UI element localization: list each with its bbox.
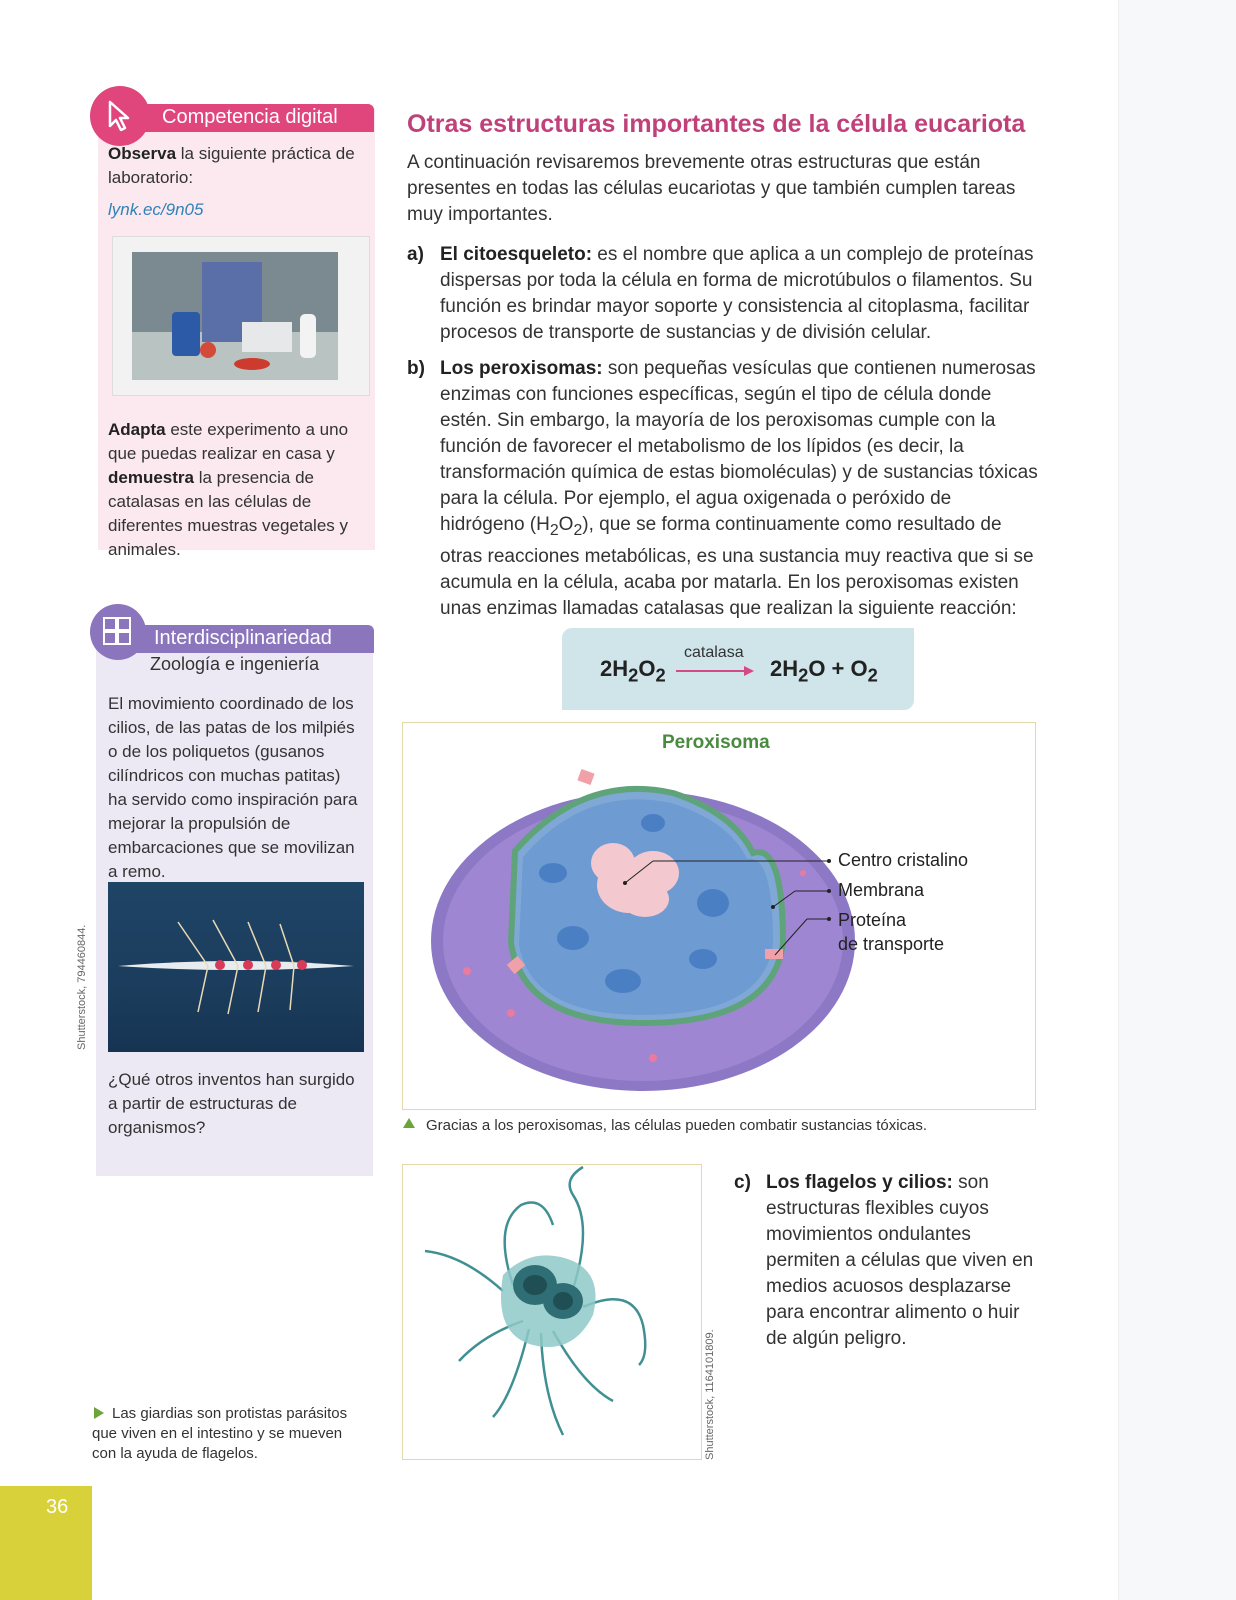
diagram-title: Peroxisoma — [662, 732, 770, 753]
giardia-image — [402, 1164, 702, 1460]
interdisciplinary-question: ¿Qué otros inventos han surgido a partir de estructuras de organismos? — [108, 1070, 355, 1137]
observe-text: Observa la siguiente práctica de laboratorio: — [108, 144, 355, 187]
lab-video-link[interactable]: lynk.ec/9n05 — [108, 200, 204, 219]
interdisciplinary-body: El movimiento coordinado de los cilios, de las patas de los milpiés o de los poliquetos (gusanos cilíndricos con muchas patitas) ha servido como inspiración para mejorar la propulsión de embarcaciones que se movilizan a remo. — [108, 694, 358, 881]
section-heading: Otras estructuras importantes de la célula eucariota — [407, 110, 1026, 138]
item-b-text: Los peroxisomas: son pequeñas vesículas que contienen numerosas enzimas con funciones específicas, según el tipo de célula donde estén. Sin embargo, la mayoría de los peroxisomas cumple con la función de favorecer el metabolismo de los lípidos (es decir, la transformación química de estas biomoléculas) y de sustancias tóxicas para la célula. Por ejemplo, el agua oxigenada o peróxido de hidrógeno $(H_2O_2)$, que se forma continuamente como resultado de otras reacciones metabólicas, es una sustancia muy reactiva que si se acumula en la célula, acaba por matarla. En los peroxisomas existen unas enzimas llamadas catalasas que realizan la siguiente reacción: — [440, 358, 1038, 619]
item-b-letter: b) — [407, 358, 425, 379]
reaction-arrow-icon — [676, 664, 756, 683]
puzzle-icon — [90, 604, 146, 660]
equation-reactant: $2H_2O_2$ — [600, 656, 666, 686]
interdisciplinary-header — [124, 625, 374, 653]
item-c-letter: c) — [734, 1172, 751, 1193]
lab-video-frame — [132, 252, 338, 380]
diagram-caption: Gracias a los peroxisomas, las células pueden combatir sustancias tóxicas. — [426, 1117, 928, 1134]
digital-competence-title: Competencia digital — [162, 106, 338, 128]
rowing-boat-photo — [108, 882, 364, 1052]
giardia-photo-credit: Shutterstock, 1164101809. — [704, 1329, 716, 1460]
page-number-tab — [0, 1486, 92, 1600]
item-c-text: Los flagelos y cilios: son estructuras flexibles cuyos movimientos ondulantes permiten a células que viven en medios acuosos desplazarse para encontrar alimento o huir de algún peligro. — [766, 1172, 1034, 1349]
giardia-caption: Las giardias son protistas parásitos que viven en el intestino y se mueven con la ayuda de flagelos. — [92, 1405, 348, 1462]
peroxisome-diagram — [402, 722, 1036, 1110]
interdisciplinary-subtitle: Zoología e ingeniería — [150, 654, 320, 674]
item-a-letter: a) — [407, 244, 424, 265]
label-proteina: Proteína — [838, 910, 907, 930]
caption-triangle-icon — [402, 1116, 416, 1135]
page-edge — [1118, 0, 1236, 1600]
page-number: 36 — [46, 1496, 69, 1518]
equation-products: $2H_2O + O_2$ — [770, 656, 878, 686]
digital-competence-header — [128, 104, 374, 132]
boat-photo-credit: Shutterstock, 794460844. — [76, 924, 88, 1050]
interdisciplinary-title: Interdisciplinariedad — [154, 627, 332, 649]
cursor-icon — [90, 86, 150, 146]
label-de-transporte: de transporte — [838, 934, 945, 954]
adapt-text: Adapta este experimento a uno que puedas realizar en casa y demuestra la presencia de catalasas en las células de diferentes muestras vegetales y animales. — [108, 420, 349, 559]
equation-catalyst: catalasa — [684, 644, 744, 661]
intro-paragraph: A continuación revisaremos brevemente otras estructuras que están presentes en todas las células eucariotas y que también cumplen tareas muy importantes. — [407, 152, 1016, 225]
label-centro-cristalino: Centro cristalino — [838, 850, 969, 870]
item-a-text: El citoesqueleto: es el nombre que aplica a un complejo de proteínas dispersas por toda la célula en forma de microtúbulos o filamentos. Su función es brindar mayor soporte y consistencia al citoplasma, facilitar procesos de transporte de sustancias y de división celular. — [440, 244, 1034, 343]
label-membrana: Membrana — [838, 880, 925, 900]
